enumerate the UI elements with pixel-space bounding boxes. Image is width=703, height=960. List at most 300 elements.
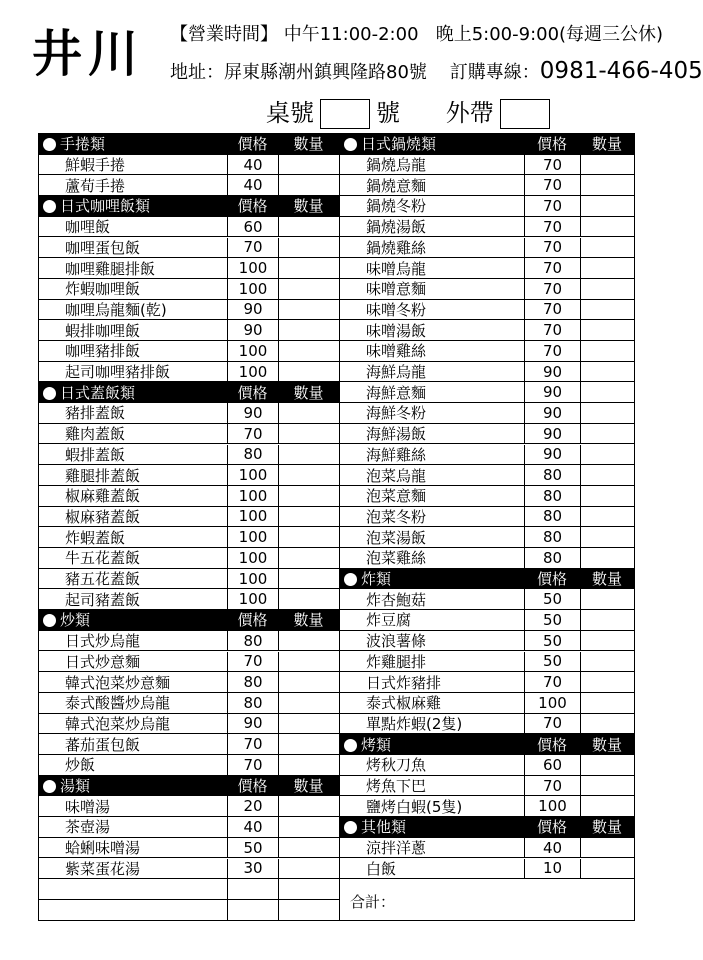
- menu-item-row: [39, 341, 339, 362]
- menu-item-row: [340, 279, 634, 300]
- item-price: 70: [524, 196, 580, 216]
- item-name: 泰式椒麻雞: [366, 694, 442, 713]
- quantity-cell[interactable]: [278, 693, 339, 713]
- item-name: 咖哩蛋包飯: [65, 238, 141, 257]
- item-name: 炸蝦蓋飯: [65, 528, 126, 547]
- menu-item-row: [39, 155, 339, 176]
- quantity-cell[interactable]: [580, 486, 634, 506]
- quantity-cell[interactable]: [580, 217, 634, 237]
- item-price: 90: [227, 300, 278, 320]
- quantity-cell[interactable]: [580, 652, 634, 672]
- qty-header: 數量: [293, 135, 324, 154]
- item-name: 牛五花蓋飯: [65, 549, 141, 568]
- quantity-cell[interactable]: [580, 175, 634, 195]
- item-price: 50: [524, 631, 580, 651]
- item-name: 海鮮湯飯: [366, 425, 427, 444]
- item-price: 80: [524, 548, 580, 568]
- item-name: 日式炒意麵: [65, 652, 141, 671]
- item-name: 蕃茄蛋包飯: [65, 735, 141, 754]
- item-price: 100: [227, 362, 278, 382]
- item-name: 炸豆腐: [366, 611, 412, 630]
- item-price: 70: [524, 155, 580, 175]
- item-price: 100: [227, 589, 278, 609]
- section-title: [39, 382, 227, 403]
- item-price: 40: [227, 175, 278, 195]
- item-price: 60: [524, 755, 580, 775]
- quantity-cell[interactable]: [580, 341, 634, 361]
- price-header: 價格: [237, 135, 268, 154]
- qty-header: 數量: [591, 570, 622, 589]
- item-price: 70: [524, 714, 580, 734]
- quantity-cell[interactable]: [278, 734, 339, 754]
- menu-item-row: [39, 652, 339, 673]
- item-price: 90: [227, 714, 278, 734]
- menu-item-row: [39, 486, 339, 507]
- menu-item-row: [39, 320, 339, 341]
- menu-item-row: [340, 217, 634, 238]
- item-price: 40: [227, 817, 278, 837]
- section-title-text: 日式蓋飯類: [60, 383, 136, 402]
- item-name: 海鮮雞絲: [366, 445, 427, 464]
- item-name: 鮮蝦手捲: [65, 156, 126, 175]
- total-label: 合計：: [350, 893, 396, 912]
- menu-item-row: [340, 838, 634, 859]
- item-name: 鍋燒冬粉: [366, 197, 427, 216]
- item-name: 泰式酸醬炒烏龍: [65, 694, 171, 713]
- menu-item-row: [340, 445, 634, 466]
- item-name: 味噌烏龍: [366, 259, 427, 278]
- item-price: 90: [524, 424, 580, 444]
- menu-item-row: [340, 796, 634, 817]
- blank-price: [227, 900, 278, 920]
- menu-item-row: [39, 693, 339, 714]
- bullet-icon: [43, 138, 56, 151]
- quantity-cell[interactable]: [580, 631, 634, 651]
- bullet-icon: [344, 739, 357, 752]
- quantity-cell[interactable]: [278, 755, 339, 775]
- menu-item-row: [340, 258, 634, 279]
- address-line: [170, 60, 703, 84]
- qty-header: 數量: [591, 135, 622, 154]
- menu-item-row: [39, 672, 339, 693]
- quantity-cell[interactable]: [580, 548, 634, 568]
- price-header: 價格: [237, 611, 268, 630]
- item-price: 100: [524, 796, 580, 816]
- item-name: 白飯: [366, 859, 397, 878]
- item-price: 70: [524, 238, 580, 258]
- quantity-cell[interactable]: [278, 672, 339, 692]
- item-price: 80: [227, 693, 278, 713]
- blank-row: [39, 900, 339, 921]
- item-name: 茶壺湯: [65, 818, 111, 837]
- menu-item-row: [340, 776, 634, 797]
- item-price: 70: [227, 238, 278, 258]
- quantity-cell[interactable]: [278, 631, 339, 651]
- quantity-cell[interactable]: [278, 362, 339, 382]
- price-header: 價格: [536, 818, 567, 837]
- item-name: 雞腿排蓋飯: [65, 466, 141, 485]
- menu-item-row: [39, 445, 339, 466]
- quantity-cell[interactable]: [278, 486, 339, 506]
- item-name: 泡菜冬粉: [366, 507, 427, 526]
- quantity-cell[interactable]: [278, 548, 339, 568]
- item-price: 70: [524, 175, 580, 195]
- hours-label: 【營業時間】: [170, 24, 278, 45]
- item-name: 蝦排蓋飯: [65, 445, 126, 464]
- quantity-cell[interactable]: [278, 838, 339, 858]
- section-title: [39, 133, 227, 154]
- item-price: 70: [524, 672, 580, 692]
- item-price: 70: [524, 776, 580, 796]
- quantity-cell[interactable]: [580, 196, 634, 216]
- price-header: 價格: [536, 135, 567, 154]
- hours-noon: 中午11:00-2:00: [283, 24, 419, 45]
- quantity-cell[interactable]: [580, 589, 634, 609]
- quantity-cell[interactable]: [278, 817, 339, 837]
- item-price: 30: [227, 859, 278, 879]
- quantity-cell[interactable]: [278, 527, 339, 547]
- item-price: 80: [524, 486, 580, 506]
- quantity-cell[interactable]: [580, 279, 634, 299]
- menu-item-row: [39, 424, 339, 445]
- menu-item-row: [39, 527, 339, 548]
- item-name: 炸蝦咖哩飯: [65, 280, 141, 299]
- section-title-text: 烤類: [361, 735, 392, 754]
- section-header: [39, 610, 339, 631]
- menu-item-row: [340, 175, 634, 196]
- menu-item-row: [340, 693, 634, 714]
- quantity-cell[interactable]: [580, 507, 634, 527]
- menu-item-row: [340, 320, 634, 341]
- item-name: 波浪薯條: [366, 632, 427, 651]
- item-price: 70: [524, 341, 580, 361]
- quantity-cell[interactable]: [278, 341, 339, 361]
- qty-header: 數量: [293, 611, 324, 630]
- menu-item-row: [39, 403, 339, 424]
- section-title-text: 其他類: [361, 818, 407, 837]
- address: 地址：屏東縣潮州鎮興隆路80號: [170, 62, 427, 83]
- item-name: 韓式泡菜炒烏龍: [65, 714, 171, 733]
- blank-price: [227, 879, 278, 899]
- item-name: 豬五花蓋飯: [65, 570, 141, 589]
- item-price: 100: [227, 548, 278, 568]
- menu-table: [38, 133, 635, 921]
- price-header: 價格: [237, 197, 268, 216]
- item-name: 味噌雞絲: [366, 342, 427, 361]
- table-number-box[interactable]: [320, 99, 370, 129]
- section-title-text: 日式鍋燒類: [361, 135, 437, 154]
- quantity-cell[interactable]: [278, 507, 339, 527]
- quantity-cell[interactable]: [278, 796, 339, 816]
- item-name: 咖哩豬排飯: [65, 342, 141, 361]
- section-title: [340, 734, 524, 755]
- quantity-cell[interactable]: [278, 714, 339, 734]
- qty-header: 數量: [591, 735, 622, 754]
- item-name: 鍋燒雞絲: [366, 238, 427, 257]
- section-title: [340, 133, 524, 154]
- item-name: 炒飯: [65, 756, 96, 775]
- menu-item-row: [39, 796, 339, 817]
- quantity-cell[interactable]: [278, 258, 339, 278]
- section-title-text: 日式咖哩飯類: [60, 197, 151, 216]
- item-price: 100: [524, 693, 580, 713]
- item-name: 鍋燒意麵: [366, 176, 427, 195]
- quantity-cell[interactable]: [580, 776, 634, 796]
- item-name: 椒麻雞蓋飯: [65, 487, 141, 506]
- item-name: 鍋燒湯飯: [366, 218, 427, 237]
- item-price: 100: [227, 569, 278, 589]
- item-price: 80: [524, 507, 580, 527]
- section-header: [39, 134, 339, 155]
- quantity-cell[interactable]: [580, 610, 634, 630]
- menu-item-row: [39, 569, 339, 590]
- item-price: 70: [524, 258, 580, 278]
- item-price: 20: [227, 796, 278, 816]
- section-title-text: 炒類: [60, 611, 91, 630]
- menu-item-row: [340, 507, 634, 528]
- menu-item-row: [340, 714, 634, 735]
- bullet-icon: [344, 573, 357, 586]
- quantity-cell[interactable]: [580, 155, 634, 175]
- menu-item-row: [340, 652, 634, 673]
- item-name: 豬排蓋飯: [65, 404, 126, 423]
- section-header: [340, 134, 634, 155]
- section-title: [340, 816, 524, 837]
- item-name: 味噌湯: [65, 797, 111, 816]
- item-price: 90: [524, 403, 580, 423]
- quantity-cell[interactable]: [580, 672, 634, 692]
- menu-item-row: [39, 175, 339, 196]
- menu-item-row: [39, 548, 339, 569]
- number-label: 號: [376, 99, 400, 127]
- phone-number: 0981-466-405: [539, 58, 703, 84]
- menu-item-row: [39, 838, 339, 859]
- blank-qty[interactable]: [278, 879, 339, 899]
- menu-item-row: [340, 755, 634, 776]
- quantity-cell[interactable]: [278, 424, 339, 444]
- item-name: 韓式泡菜炒意麵: [65, 673, 171, 692]
- order-info: [266, 98, 556, 129]
- item-price: 90: [227, 403, 278, 423]
- section-header: [39, 382, 339, 403]
- takeout-label: 外帶: [445, 99, 494, 127]
- item-name: 日式炸豬排: [366, 673, 442, 692]
- item-name: 起司咖哩豬排飯: [65, 363, 171, 382]
- item-price: 100: [227, 258, 278, 278]
- item-name: 雞肉蓋飯: [65, 425, 126, 444]
- section-title: [39, 195, 227, 216]
- menu-item-row: [39, 714, 339, 735]
- item-name: 味噌冬粉: [366, 300, 427, 319]
- item-price: 100: [227, 507, 278, 527]
- item-name: 單點炸蝦(2隻): [366, 714, 463, 733]
- section-title: [39, 609, 227, 630]
- menu-item-row: [39, 258, 339, 279]
- menu-item-row: [39, 279, 339, 300]
- menu-item-row: [340, 589, 634, 610]
- item-name: 紫菜蛋花湯: [65, 859, 141, 878]
- menu-item-row: [39, 631, 339, 652]
- qty-header: 數量: [591, 818, 622, 837]
- item-name: 蝦排咖哩飯: [65, 321, 141, 340]
- menu-item-row: [39, 238, 339, 259]
- quantity-cell[interactable]: [278, 569, 339, 589]
- quantity-cell[interactable]: [278, 300, 339, 320]
- section-title-text: 湯類: [60, 777, 91, 796]
- quantity-cell[interactable]: [580, 693, 634, 713]
- item-name: 日式炒烏龍: [65, 632, 141, 651]
- blank-row: [39, 879, 339, 900]
- item-price: 50: [227, 838, 278, 858]
- hours-evening: 晚上5:00-9:00(每週三公休): [435, 24, 664, 45]
- table-label: 桌號: [266, 99, 314, 127]
- quantity-cell[interactable]: [278, 652, 339, 672]
- blank-qty[interactable]: [278, 900, 339, 920]
- item-price: 80: [227, 445, 278, 465]
- quantity-cell[interactable]: [580, 300, 634, 320]
- menu-item-row: [340, 527, 634, 548]
- item-price: 50: [524, 652, 580, 672]
- item-price: 50: [524, 610, 580, 630]
- item-name: 蘆荀手捲: [65, 176, 126, 195]
- item-name: 咖哩飯: [65, 218, 111, 237]
- item-price: 100: [227, 465, 278, 485]
- item-name: 炸雞腿排: [366, 652, 427, 671]
- quantity-cell[interactable]: [580, 796, 634, 816]
- quantity-cell[interactable]: [278, 445, 339, 465]
- menu-item-row: [39, 817, 339, 838]
- item-price: 40: [227, 155, 278, 175]
- menu-item-row: [39, 755, 339, 776]
- quantity-cell[interactable]: [580, 465, 634, 485]
- menu-item-row: [340, 672, 634, 693]
- item-name: 泡菜雞絲: [366, 549, 427, 568]
- menu-item-row: [340, 300, 634, 321]
- quantity-cell[interactable]: [580, 403, 634, 423]
- quantity-cell[interactable]: [580, 362, 634, 382]
- quantity-cell[interactable]: [278, 217, 339, 237]
- item-price: 10: [524, 859, 580, 879]
- item-name: 海鮮冬粉: [366, 404, 427, 423]
- quantity-cell[interactable]: [278, 859, 339, 879]
- section-title: [340, 568, 524, 589]
- menu-item-row: [340, 610, 634, 631]
- item-price: 70: [227, 424, 278, 444]
- price-header: 價格: [536, 735, 567, 754]
- quantity-cell[interactable]: [580, 445, 634, 465]
- menu-item-row: [340, 155, 634, 176]
- quantity-cell[interactable]: [580, 527, 634, 547]
- item-name: 泡菜意麵: [366, 487, 427, 506]
- price-header: 價格: [536, 570, 567, 589]
- quantity-cell[interactable]: [278, 403, 339, 423]
- item-price: 90: [524, 382, 580, 402]
- section-header: [340, 817, 634, 838]
- price-header: 價格: [237, 383, 268, 402]
- quantity-cell[interactable]: [278, 175, 339, 195]
- quantity-cell[interactable]: [580, 714, 634, 734]
- item-price: 40: [524, 838, 580, 858]
- bullet-icon: [43, 780, 56, 793]
- quantity-cell[interactable]: [278, 320, 339, 340]
- qty-header: 數量: [293, 777, 324, 796]
- item-price: 70: [227, 734, 278, 754]
- quantity-cell[interactable]: [278, 589, 339, 609]
- quantity-cell[interactable]: [278, 279, 339, 299]
- quantity-cell[interactable]: [278, 465, 339, 485]
- item-name: 鹽烤白蝦(5隻): [366, 797, 463, 816]
- item-name: 海鮮烏龍: [366, 363, 427, 382]
- menu-item-row: [39, 589, 339, 610]
- shop-logo: 井川: [32, 25, 144, 83]
- bullet-icon: [43, 200, 56, 213]
- item-name: 鍋燒烏龍: [366, 156, 427, 175]
- item-price: 70: [524, 300, 580, 320]
- item-name: 涼拌洋蔥: [366, 839, 427, 858]
- section-title: [39, 775, 227, 796]
- quantity-cell[interactable]: [580, 424, 634, 444]
- item-price: 90: [524, 362, 580, 382]
- menu-item-row: [340, 548, 634, 569]
- phone-label: 訂購專線：: [449, 62, 540, 83]
- menu-item-row: [340, 631, 634, 652]
- quantity-cell[interactable]: [580, 382, 634, 402]
- quantity-cell[interactable]: [580, 859, 634, 879]
- item-name: 起司豬蓋飯: [65, 590, 141, 609]
- bullet-icon: [43, 614, 56, 627]
- menu-item-row: [340, 859, 634, 880]
- item-name: 咖哩雞腿排飯: [65, 259, 156, 278]
- quantity-cell[interactable]: [580, 755, 634, 775]
- section-header: [340, 734, 634, 755]
- menu-item-row: [340, 238, 634, 259]
- menu-item-row: [340, 196, 634, 217]
- section-header: [39, 776, 339, 797]
- menu-left-column: [39, 134, 339, 920]
- item-name: 烤魚下巴: [366, 777, 427, 796]
- bullet-icon: [43, 387, 56, 400]
- menu-item-row: [340, 341, 634, 362]
- menu-item-row: [39, 362, 339, 383]
- quantity-cell[interactable]: [278, 155, 339, 175]
- item-price: 70: [524, 217, 580, 237]
- item-name: 烤秋刀魚: [366, 756, 427, 775]
- section-header: [39, 196, 339, 217]
- item-name: 蛤蜊味噌湯: [65, 839, 141, 858]
- quantity-cell[interactable]: [580, 258, 634, 278]
- qty-header: 數量: [293, 197, 324, 216]
- menu-item-row: [340, 486, 634, 507]
- item-price: 70: [227, 755, 278, 775]
- item-name: 海鮮意麵: [366, 383, 427, 402]
- takeout-box[interactable]: [500, 99, 550, 129]
- quantity-cell[interactable]: [580, 838, 634, 858]
- item-price: 90: [227, 320, 278, 340]
- section-header: [340, 569, 634, 590]
- quantity-cell[interactable]: [580, 320, 634, 340]
- item-name: 泡菜湯飯: [366, 528, 427, 547]
- menu-item-row: [340, 382, 634, 403]
- item-price: 80: [227, 631, 278, 651]
- item-name: 泡菜烏龍: [366, 466, 427, 485]
- menu-item-row: [39, 300, 339, 321]
- item-name: 味噌湯飯: [366, 321, 427, 340]
- menu-item-row: [39, 465, 339, 486]
- section-title-text: 手捲類: [60, 135, 106, 154]
- item-price: 70: [524, 279, 580, 299]
- quantity-cell[interactable]: [580, 238, 634, 258]
- quantity-cell[interactable]: [278, 238, 339, 258]
